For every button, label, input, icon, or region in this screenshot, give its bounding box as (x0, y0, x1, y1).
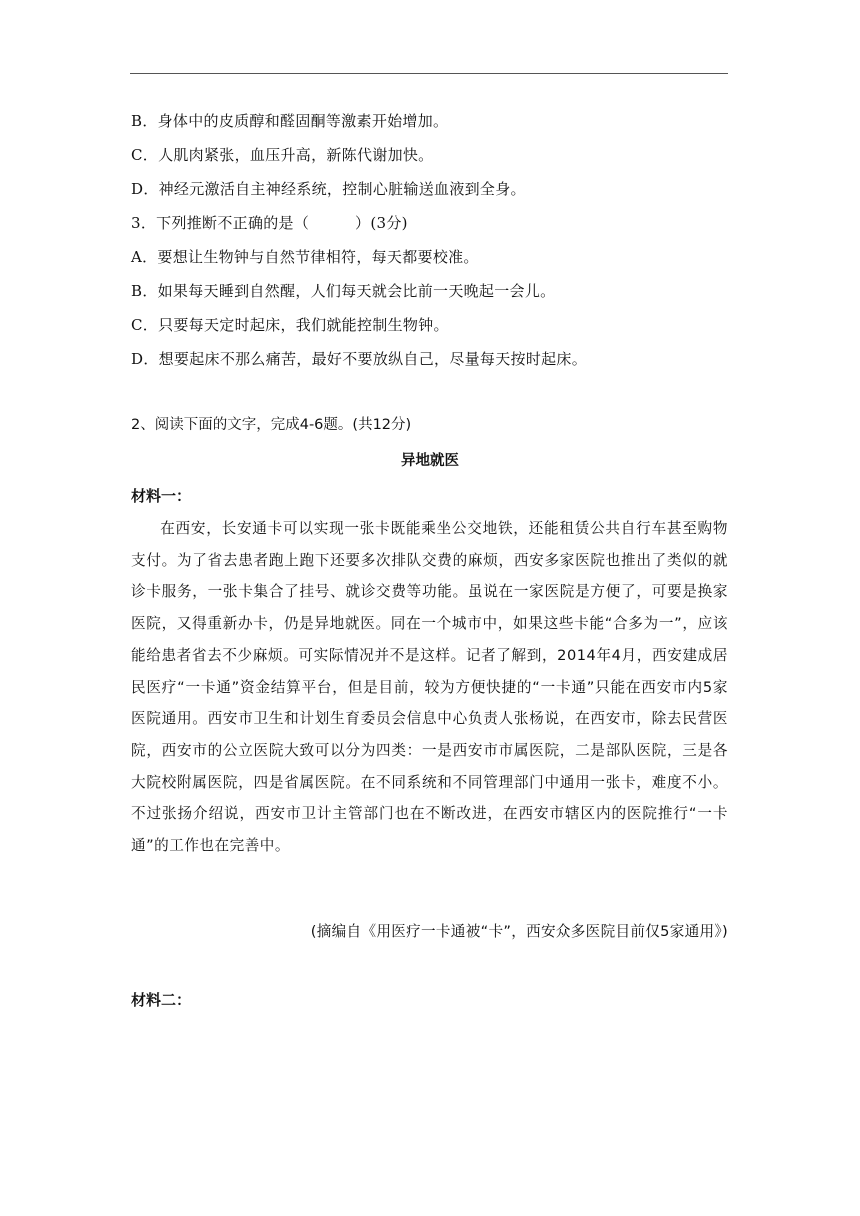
material-2-label: 材料二： (131, 991, 192, 1009)
section-2-intro: 2、阅读下面的文字，完成4-6题。(共12分) (131, 417, 412, 433)
option-3c: C．只要每天定时起床，我们就能控制生物钟。 (131, 316, 449, 334)
option-2b: B．身体中的皮质醇和醛固酮等激素开始增加。 (131, 112, 449, 130)
material-1-label: 材料一： (131, 487, 192, 505)
question-3-stem: 3．下列推断不正确的是（ ）(3分) (131, 214, 408, 232)
option-3b: B．如果每天睡到自然醒，人们每天就会比前一天晚起一会儿。 (131, 282, 556, 300)
option-2d: D．神经元激活自主神经系统，控制心脏输送血液到全身。 (131, 180, 526, 198)
option-3a: A．要想让生物钟与自然节律相符，每天都要校准。 (131, 248, 479, 266)
option-3d: D．想要起床不那么痛苦，最好不要放纵自己，尽量每天按时起床。 (131, 350, 588, 368)
passage-title: 异地就医 (401, 453, 459, 469)
material-1-body: 在西安，长安通卡可以实现一张卡既能乘坐公交地铁，还能租赁公共自行车甚至购物支付。为了省去患者跑上跑下还要多次排队交费的麻烦，西安多家医院也推出了类似的就诊卡服务，一张卡集合了挂号、就诊交费等功能。虽说在一家医院是方便了，可要是换家医院，又得重新办卡，仍是异地就医。同在一个城市中，如果这些卡能“合多为一”，应该能给患者省去不少麻烦。可实际情况并不是这样。记者了解到，2014年4月，西安建成居民医疗“一卡通”资金结算平台，但是目前，较为方便快捷的“一卡通”只能在西安市内5家医院通用。西安市卫生和计划生育委员会信息中心负责人张杨说，在西安市，除去民营医院，西安市的公立医院大致可以分为四类：一是西安市市属医院，二是部队医院，三是各大院校附属医院，四是省属医院。在不同系统和不同管理部门中通用一张卡，难度不小。不过张扬介绍说，西安市卫计主管部门也在不断改进，在西安市辖区内的医院推行“一卡通”的工作也在完善中。 (131, 520, 728, 855)
material-1-source: (摘编自《用医疗一卡通被“卡”，西安众多医院目前仅5家通用》) (310, 923, 728, 940)
option-2c: C．人肌肉紧张，血压升高，新陈代谢加快。 (131, 146, 434, 164)
header-rule (130, 73, 728, 74)
